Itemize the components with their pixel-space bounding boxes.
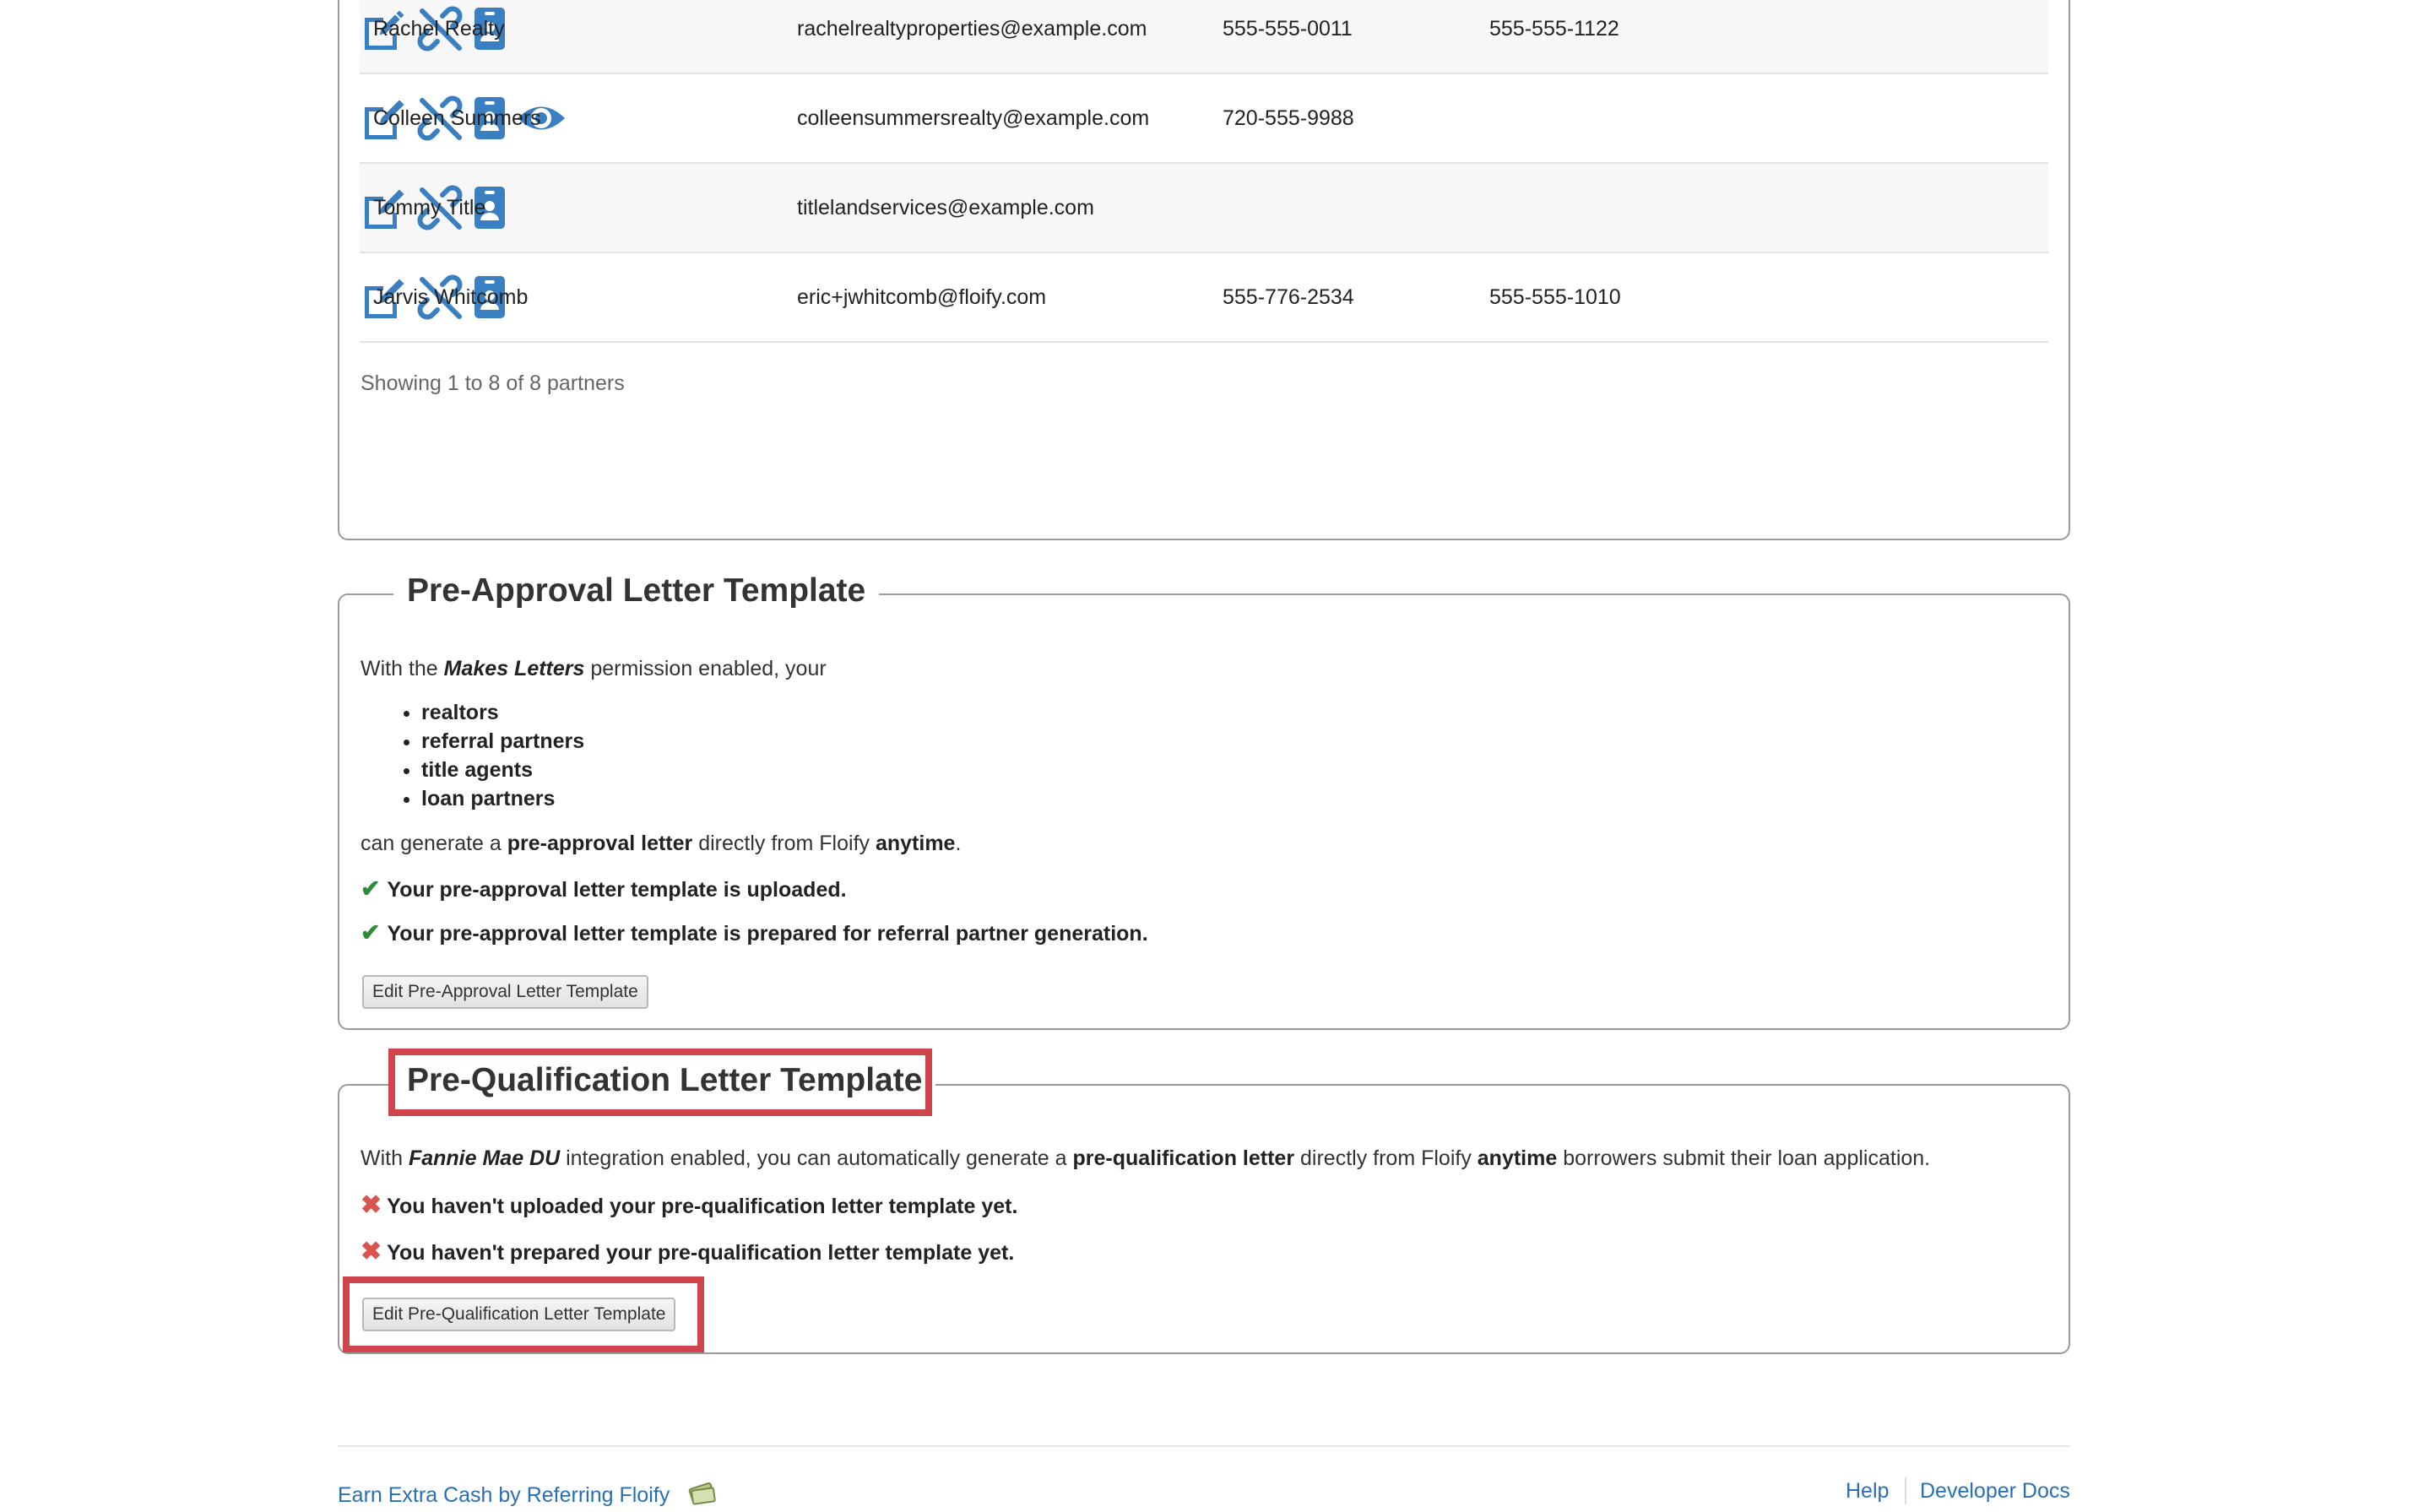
table-info: Showing 1 to 8 of 8 partners [361, 371, 625, 395]
status-text: You haven't uploaded your pre-qualification letter template yet. [387, 1195, 1018, 1218]
check-icon: ✔ [361, 919, 381, 946]
text: . [955, 832, 962, 855]
partner-name: Colleen Summers [373, 106, 541, 130]
text-bold: anytime [1477, 1146, 1558, 1170]
text: directly from Floify [1294, 1146, 1478, 1170]
partner-email: eric+jwhitcomb@floify.com [797, 285, 1047, 309]
table-row [360, 0, 2048, 74]
partner-phone: 555-776-2534 [1223, 285, 1354, 309]
list-item: • title agents [421, 756, 584, 784]
preapproval-legend: Pre-Approval Letter Template [393, 572, 879, 610]
text: With [361, 1146, 409, 1170]
text: borrowers submit their loan application. [1557, 1146, 1931, 1170]
text-bold: pre-qualification letter [1072, 1146, 1295, 1170]
text: integration enabled, you can automatically generate a [560, 1146, 1073, 1170]
preapproval-status-prepared [361, 919, 1148, 946]
partner-name: Tommy Title [373, 196, 486, 219]
integration-name: Fannie Mae DU [408, 1146, 561, 1170]
status-text: You haven't prepared your pre-qualification letter template yet. [387, 1241, 1015, 1265]
list-item: • referral partners [421, 727, 584, 756]
partner-email: colleensummersrealty@example.com [797, 106, 1150, 130]
help-link[interactable]: Help [1846, 1479, 1890, 1503]
partner-phone-alt: 555-555-1010 [1489, 285, 1621, 309]
intro-text: permission enabled, your [584, 657, 827, 680]
x-icon: ✖ [361, 1191, 382, 1219]
check-icon: ✔ [361, 875, 381, 902]
permission-name: Makes Letters [443, 657, 585, 680]
preapproval-status-uploaded [361, 875, 847, 902]
developer-docs-link[interactable]: Developer Docs [1920, 1479, 2070, 1503]
status-text: Your pre-approval letter template is prepared for referral partner generation. [387, 922, 1148, 946]
x-icon: ✖ [361, 1238, 382, 1265]
footer-divider [338, 1445, 2070, 1447]
preapproval-generate-text [361, 832, 961, 856]
referral-link-label: Earn Extra Cash by Referring Floify [338, 1483, 670, 1508]
table-row [360, 74, 2048, 164]
referral-link[interactable] [338, 1481, 718, 1512]
partner-phone: 555-555-0011 [1223, 17, 1353, 41]
row-actions [360, 164, 2048, 252]
money-icon [687, 1481, 718, 1512]
table-row [360, 164, 2048, 253]
status-text: Your pre-approval letter template is uploaded. [387, 878, 847, 902]
text-bold: pre-approval letter [507, 832, 693, 855]
table-row [360, 253, 2048, 343]
partner-email: titlelandservices@example.com [797, 196, 1094, 219]
row-actions [360, 0, 2048, 73]
partner-phone: 720-555-9988 [1223, 106, 1354, 130]
prequal-intro [361, 1146, 1930, 1171]
preapproval-intro [361, 657, 827, 681]
intro-text: With the [361, 657, 444, 680]
prequal-legend: Pre-Qualification Letter Template [393, 1062, 935, 1099]
footer-separator [1905, 1477, 1906, 1504]
list-item: • realtors [421, 698, 584, 727]
edit-preapproval-template-button[interactable]: Edit Pre-Approval Letter Template [362, 975, 648, 1009]
roles-list [361, 698, 584, 813]
row-actions [360, 253, 2048, 341]
row-actions [360, 74, 2048, 162]
partner-name: Jarvis Whitcomb [373, 285, 529, 309]
text-bold: anytime [875, 832, 956, 855]
text: can generate a [361, 832, 507, 855]
text: directly from Floify [692, 832, 876, 855]
edit-prequal-template-button[interactable]: Edit Pre-Qualification Letter Template [362, 1298, 675, 1331]
partner-phone-alt: 555-555-1122 [1489, 17, 1619, 41]
list-item: • loan partners [421, 784, 584, 813]
prequal-status-prepared [361, 1237, 1014, 1266]
partner-name: Rachel Realty [373, 17, 505, 41]
partner-email: rachelrealtyproperties@example.com [797, 17, 1147, 41]
prequal-status-uploaded [361, 1190, 1017, 1220]
